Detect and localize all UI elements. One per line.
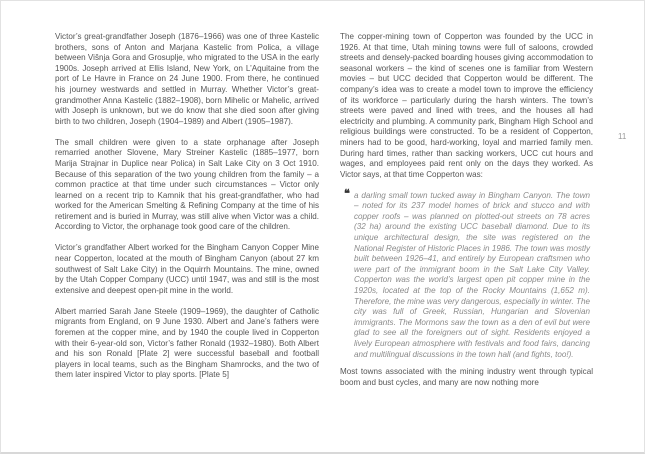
right-column <box>340 32 593 399</box>
paragraph: Most towns associated with the mining industry went through typical boom and bust cycles, and many are now nothing more <box>340 367 593 387</box>
paragraph: The copper-mining town of Copperton was founded by the UCC in 1926. At that time, Utah mining towns were full of saloons, crowded streets and densely-packed boarding houses giving accommodation to seasonal workers – the kind of scenes one is familiar from Western movies – but UCC decided that Copperton would be different. The company’s idea was to create a model town to improve the efficiency of its workforce – particularly during the harsh winters. The town’s streets were paved and lined with trees, and the houses all had electricity and plumbing. A community park, Bingham High School and religious buildings were constructed. To be a resident of Copperton, miners had to be good, hard-working, loyal and married family men. During hard times, rather than sacking workers, UCC cut hours and wages, and employees paid rent only on the days they worked. As Victor says, at that time Copperton was: <box>340 32 593 179</box>
paragraph: Victor’s great-grandfather Joseph (1876–1966) was one of three Kastelic brothers, sons of Anton and Marjana Kastelic from Polica, a village between Višnja Gora and Grosuplje, who migrated to the USA in the early 1900s. Joseph arrived at Ellis Island, New York, on L’Aquitaine from the port of Le Havre in France on 24 June 1900. From there, he continued his journey westwards and settled in Murray. Whether Victor’s great-grandmother Anna Kastelic (1882–1908), born Mihelic or Mahelic, arrived with Joseph is unknown, but we do know that she died soon after giving birth to two children, Joseph (1904–1989) and Albert (1905–1987). <box>55 32 319 126</box>
quote-mark-icon: ❝ <box>344 186 350 200</box>
page-number: 11 <box>618 132 627 141</box>
paragraph: The small children were given to a state orphanage after Joseph remarried another Slovene, Mary Streiner Kastelic (1885–1977, born Marija Strajnar in Duplice near Polica) in Salt Lake City on 3 Oct 1910. Because of this separation of the two young children from the family – a common practice at that time under such circumstances – Victor only learned on a recent trip to Kamnik that his great-grandfather, who had worked for the American Smelting & Refining Company at the time of his retirement and is buried in Murray, was still alive when Victor was a child. According to Victor, the orphanage took good care of the children. <box>55 137 319 232</box>
quote-text: a darling small town tucked away in Bingham Canyon. The town – noted for its 237 model homes of brick and stucco and with copper roofs – was planned on plotted-out streets on 78 acres (32 ha) around the existing UCC baseball diamond. Due to its unique architectural design, the site was registered on the National Register of Historic Places in 1986. The town was mostly built between 1926–41, and entirely by European craftsmen who were part of the immigrant boom in the Salt Lake City Valley. Copperton was the world’s largest open pit copper mine in the 1920s, located at the top of the Rocky Mountains (1,652 m). Therefore, the mine was very dangerous, especially in winter. The city was full of Greek, Russian, Hungarian and Slovenian immigrants. The Mormons saw the town as a den of evil but were glad to see all the foreigners out of sight. Residents enjoyed a lively European atmosphere with festivals and food fairs, dancing and multilingual discussions in the town hall (and fights, too!). <box>354 190 590 359</box>
paragraph: Albert married Sarah Jane Steele (1909–1969), the daughter of Catholic migrants from England, on 9 June 1930. Albert and Jane’s fathers were foremen at the copper mine, and by 1940 the couple lived in Copperton with their 6-year-old son, Victor’s father Ronald (1932–1980). Both Albert and his son Ronald [Plate 2] were successful baseball and football players in local teams, such as the Bingham Shamrocks, and the two of them later inspired Victor to play sports. [Plate 5] <box>55 306 319 380</box>
paragraph: Victor’s grandfather Albert worked for the Bingham Canyon Copper Mine near Copperton, located at the mouth of Bingham Canyon (about 27 km southwest of Salt Lake City) in the Oquirrh Mountains. The mine, owned by the Utah Copper Company (UCC) until 1947, was and still is the most extensive and deepest open-pit mine in the world. <box>55 243 319 295</box>
left-column <box>55 32 319 391</box>
block-quote <box>344 186 590 361</box>
